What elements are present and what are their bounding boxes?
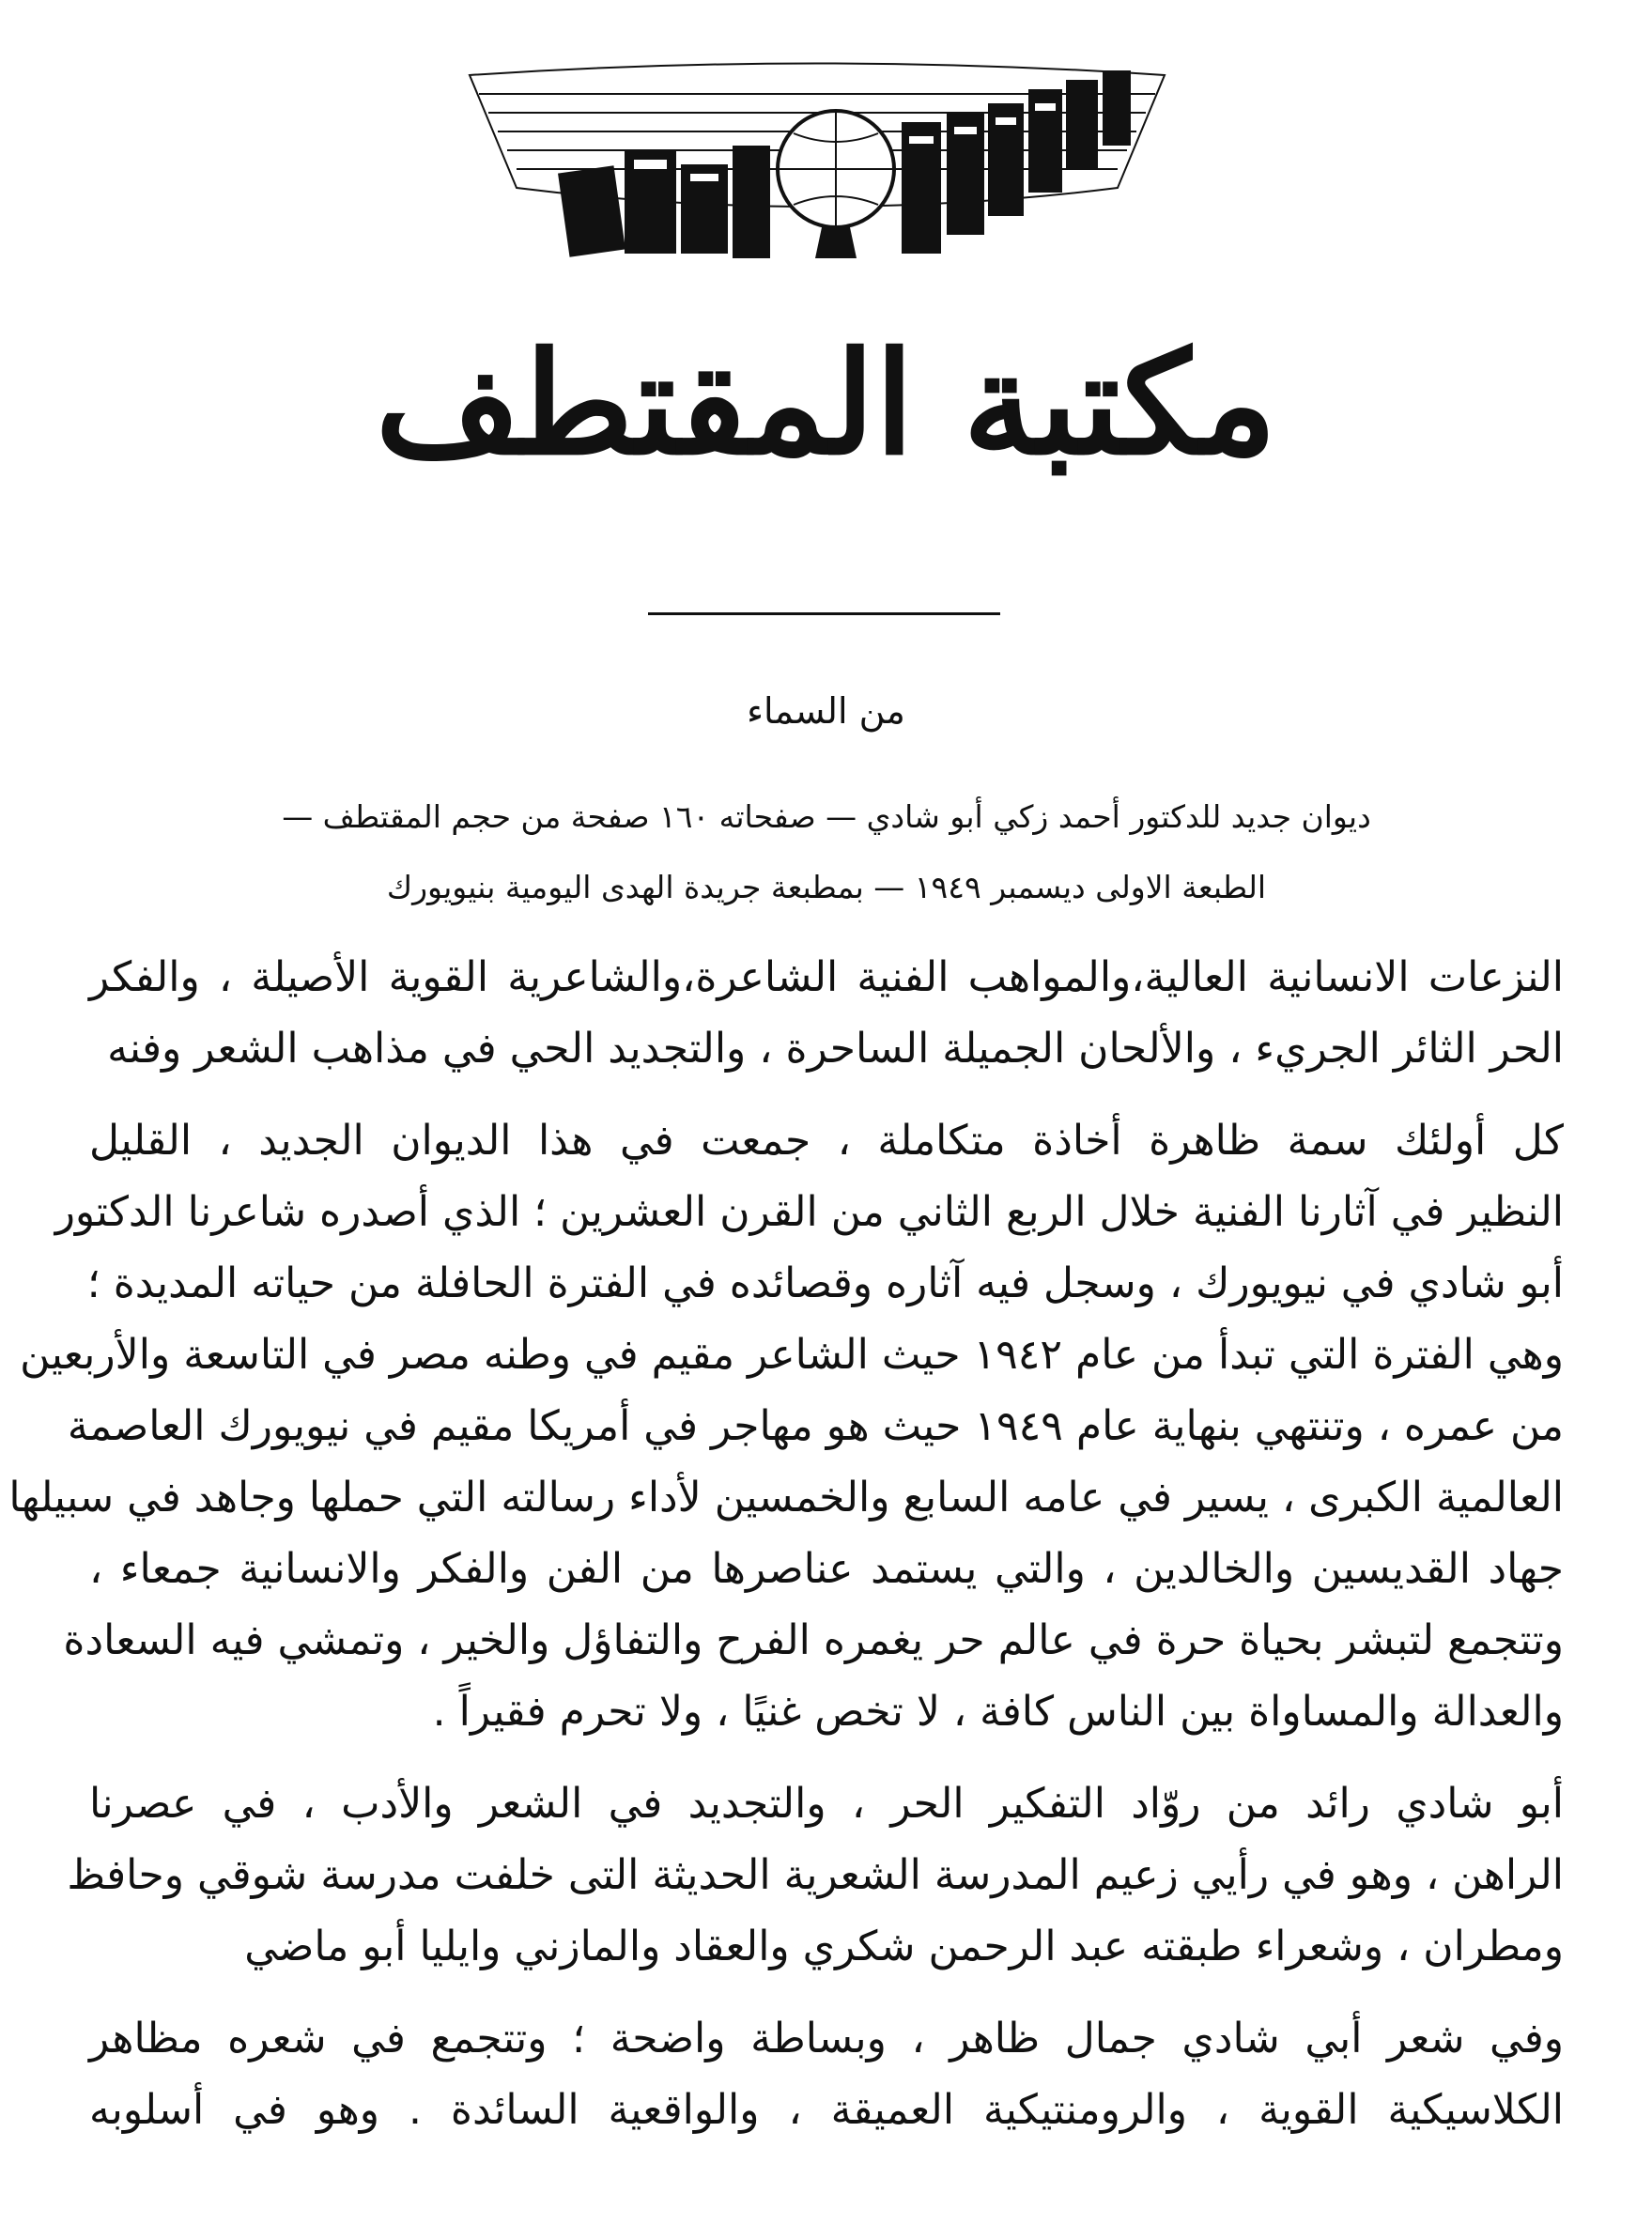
text-line: النزعات الانسانية العالية،والمواهب الفنية الشاعرة،والشاعرية القوية الأصيلة ، والفكر [89,953,1564,1001]
text-line: العالمية الكبرى ، يسير في عامه السابع والخمسين لأداء رسالته التي حملها وجاهد في سبيلها [8,1474,1564,1522]
text-line: النظير في آثارنا الفنية خلال الربع الثاني من القرن العشرين ؛ الذي أصدره شاعرنا الدكتور [54,1188,1564,1236]
text-line: جهاد القديسين والخالدين ، والتي يستمد عناصرها من الفن والفكر والانسانية جمعاء ، [89,1545,1564,1593]
body-text [8,942,1564,2146]
masthead-title: مكتبة المقتطف [375,321,1277,487]
text-line: وفي شعر أبي شادي جمال ظاهر ، وبساطة واضحة ؛ وتتجمع في شعره مظاهر [89,2015,1564,2062]
divider-rule [648,612,1000,615]
book-meta-line: الطبعة الاولى ديسمبر ١٩٤٩ — بمطبعة جريدة الهدى اليومية بنيويورك [386,869,1267,905]
text-line: أبو شادي رائد من روّاد التفكير الحر ، والتجديد في الشعر والأدب ، في عصرنا [89,1780,1564,1828]
book-meta-line: ديوان جديد للدكتور أحمد زكي أبو شادي — صفحاته ١٦٠ صفحة من حجم المقتطف — [282,798,1371,835]
text-line: ومطران ، وشعراء طبقته عبد الرحمن شكري والعقاد والمازني وايليا أبو ماضي [244,1923,1564,1970]
book-title: من السماء [747,690,905,732]
text-line: الراهن ، وهو في رأيي زعيم المدرسة الشعرية الحديثة التى خلفت مدرسة شوقي وحافظ [67,1851,1564,1899]
text-line: من عمره ، وتنتهي بنهاية عام ١٩٤٩ حيث هو مهاجر في أمريكا مقيم في نيويورك العاصمة [67,1402,1564,1450]
text-line: وتتجمع لتبشر بحياة حرة في عالم حر يغمره الفرح والتفاؤل والخير ، وتمشي فيه السعادة [63,1616,1564,1664]
text-line: أبو شادي في نيويورك ، وسجل فيه آثاره وقصائده في الفترة الحافلة من حياته المديدة ؛ [86,1259,1564,1307]
text-line: الحر الثائر الجريء ، والألحان الجميلة الساحرة ، والتجديد الحي في مذاهب الشعر وفنه [107,1025,1564,1073]
text-line: كل أولئك سمة ظاهرة أخاذة متكاملة ، جمعت في هذا الديوان الجديد ، القليل [89,1117,1564,1165]
text-line: الكلاسيكية القوية ، والرومنتيكية العميقة ، والواقعية السائدة . وهو في أسلوبه [89,2086,1564,2134]
books-globe-ornament [460,56,1174,272]
text-line: والعدالة والمساواة بين الناس كافة ، لا تخص غنيًا ، ولا تحرم فقيراً . [432,1688,1564,1736]
text-line: وهي الفترة التي تبدأ من عام ١٩٤٢ حيث الشاعر مقيم في وطنه مصر في التاسعة والأربعين [20,1331,1564,1379]
